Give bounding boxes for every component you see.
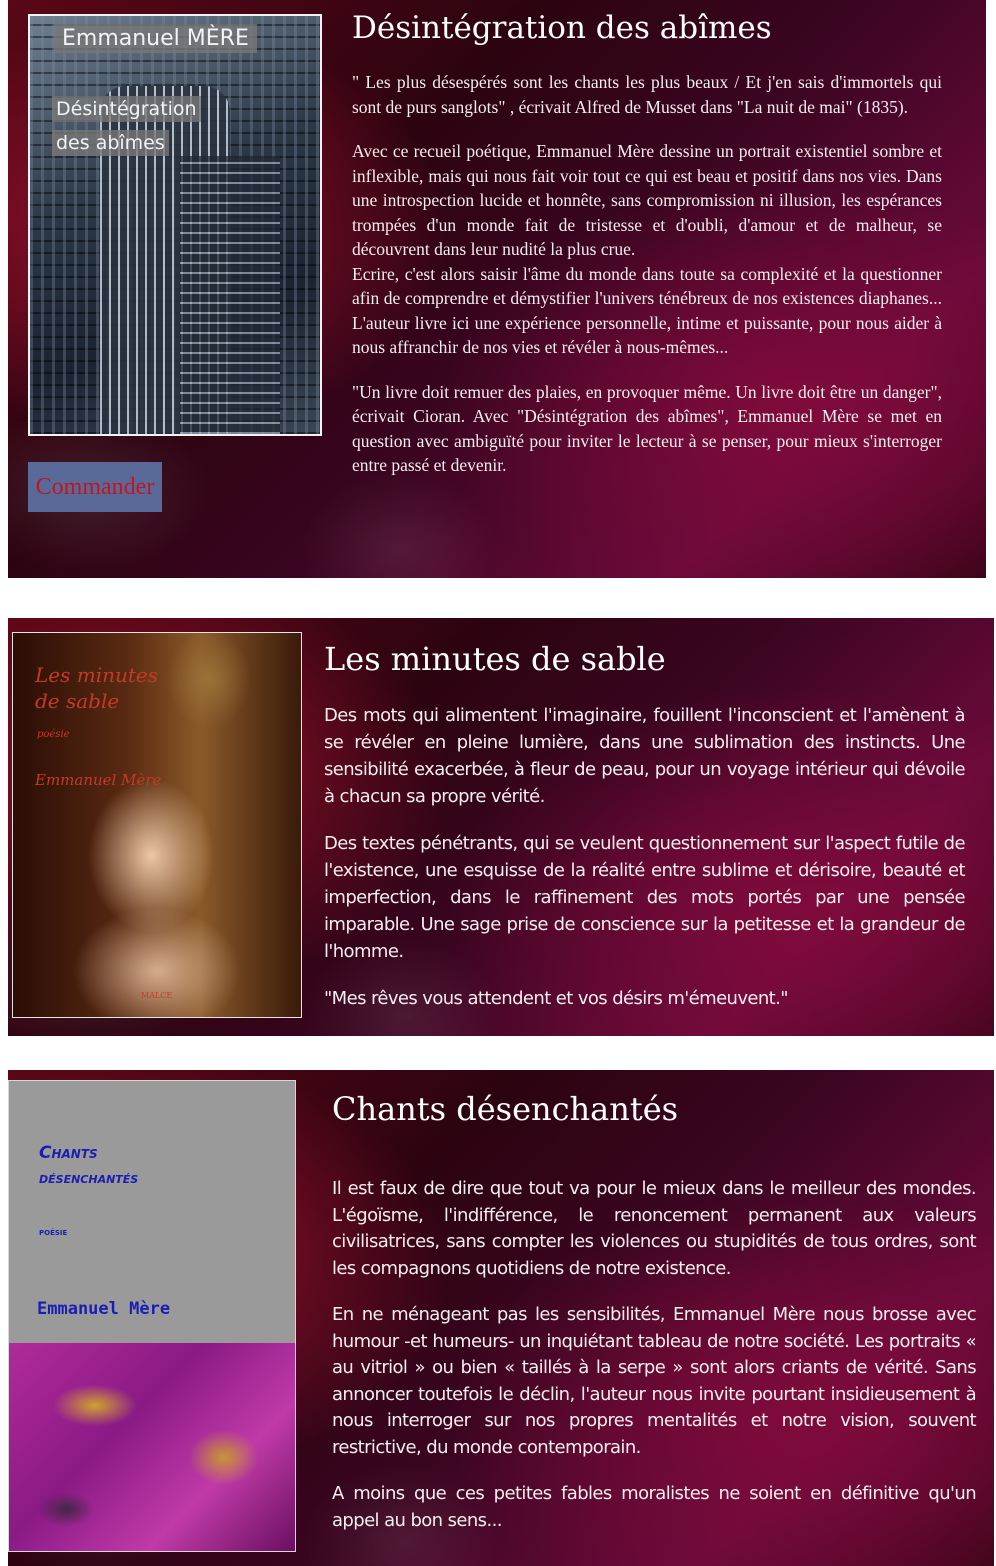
- cover-building-illustration-secondary: [180, 156, 280, 434]
- cover-genre: poésie: [37, 729, 70, 740]
- description-paragraph: " Les plus désespérés sont les chants les plus beaux / Et j'en sais d'immortels qui sont de purs sanglots" , écrivait Alfred de Musset dans "La nuit de mai" (1835).: [352, 72, 942, 117]
- description-paragraph: En ne ménageant pas les sensibilités, Emmanuel Mère nous brosse avec humour -et humeurs- un inquiétant tableau de notre société. Les portraits « au vitriol » ou bien « taillés à la serpe » sont alors criants de vérité. Sans annoncer toutefois le déclin, l'auteur nous invite pourtant insidieusement à nous interroger sur nos propres mentalités et notre vision, souvent restrictive, du monde contemporain.: [332, 1304, 976, 1458]
- order-button[interactable]: Commander: [28, 462, 162, 512]
- description-paragraph: Avec ce recueil poétique, Emmanuel Mère dessine un portrait existentiel sombre et inflexible, mais qui nous fait voir tout ce qui est beau et positif dans nos vies. Dans une introspection lucide et honnête, sans compromission ni illusion, les espérances trompées d'un monde fait de tristesse et d'oubli, d'amour et de malheur, se découvrent dans leur nudité la plus crue.: [352, 141, 942, 259]
- cover-author: Emmanuel Mère: [35, 771, 162, 789]
- cover-title-line2: désenchantés: [39, 1169, 139, 1187]
- cover-title-line1: Chants: [39, 1143, 98, 1163]
- book-title: Chants désenchantés: [332, 1090, 679, 1128]
- description-paragraph: Il est faux de dire que tout va pour le mieux dans le meilleur des mondes. L'égoïsme, l'indifférence, le renoncement permanent aux valeurs civilisatrices, sans compter les violences ou stupidités de tous ordres, sont les compagnons quotidiens de notre existence.: [332, 1178, 976, 1279]
- cover-title-line1: Les minutes: [35, 663, 158, 687]
- book-description: [324, 702, 965, 1032]
- description-paragraph: A moins que ces petites fables moralistes ne soient en définitive qu'un appel au bon sens...: [332, 1483, 976, 1531]
- description-quote: "Mes rêves vous attendent et vos désirs m'émeuvent.": [324, 988, 788, 1009]
- cover-genre: POÉSIE: [39, 1229, 68, 1237]
- book-cover-minutes-de-sable[interactable]: [12, 632, 302, 1018]
- book-cover-chants-desenchantes[interactable]: [8, 1080, 296, 1552]
- book-title: Les minutes de sable: [324, 640, 666, 678]
- book-description: [332, 1176, 976, 1554]
- description-paragraph: Ecrire, c'est alors saisir l'âme du monde dans toute sa complexité et la questionner afin de comprendre et démystifier l'univers ténébreux de nos existences diaphanes... L'auteur livre ici une expérience personnelle, intime et puissante, pour nous aider à nous affranchir de nos vies et révéler à nous-mêmes...: [352, 263, 942, 357]
- cover-publisher: MALCE: [141, 991, 173, 1000]
- cover-title-line1: Désintégration: [52, 96, 201, 122]
- cover-author: Emmanuel MÈRE: [54, 24, 257, 53]
- book-panel-desintegration: [8, 0, 986, 578]
- description-paragraph: "Un livre doit remuer des plaies, en provoquer même. Un livre doit être un danger", écrivait Cioran. Avec "Désintégration des abîmes", Emmanuel Mère se met en question avec ambiguïté pour inviter le lecteur à se penser, pour mieux s'interroger entre passé et devenir.: [352, 381, 942, 475]
- description-paragraph: Des mots qui alimentent l'imaginaire, fouillent l'inconscient et l'amènent à se révéler en pleine lumière, dans une sublimation des instincts. Une sensibilité exacerbée, à fleur de peau, pour un voyage intérieur qui dévoile à chacun sa propre vérité.: [324, 705, 965, 807]
- book-title: Désintégration des abîmes: [352, 10, 772, 46]
- cover-peeling-paint-illustration: [9, 1343, 295, 1551]
- cover-title-line2: des abîmes: [52, 130, 169, 156]
- cover-author: Emmanuel Mère: [37, 1299, 171, 1319]
- book-cover-desintegration[interactable]: [28, 14, 322, 436]
- book-description: [352, 70, 942, 498]
- cover-title-line2: de sable: [35, 689, 120, 713]
- description-paragraph: Des textes pénétrants, qui se veulent questionnement sur l'aspect futile de l'existence, une esquisse de la réalité entre sublime et dérisoire, beauté et imperfection, dans le raffinement des mots portés par une pensée imparable. Une sage prise de conscience sur la petitesse et la grandeur de l'homme.: [324, 833, 965, 962]
- book-panel-minutes-de-sable: [8, 618, 994, 1036]
- book-panel-chants-desenchantes: [8, 1070, 994, 1566]
